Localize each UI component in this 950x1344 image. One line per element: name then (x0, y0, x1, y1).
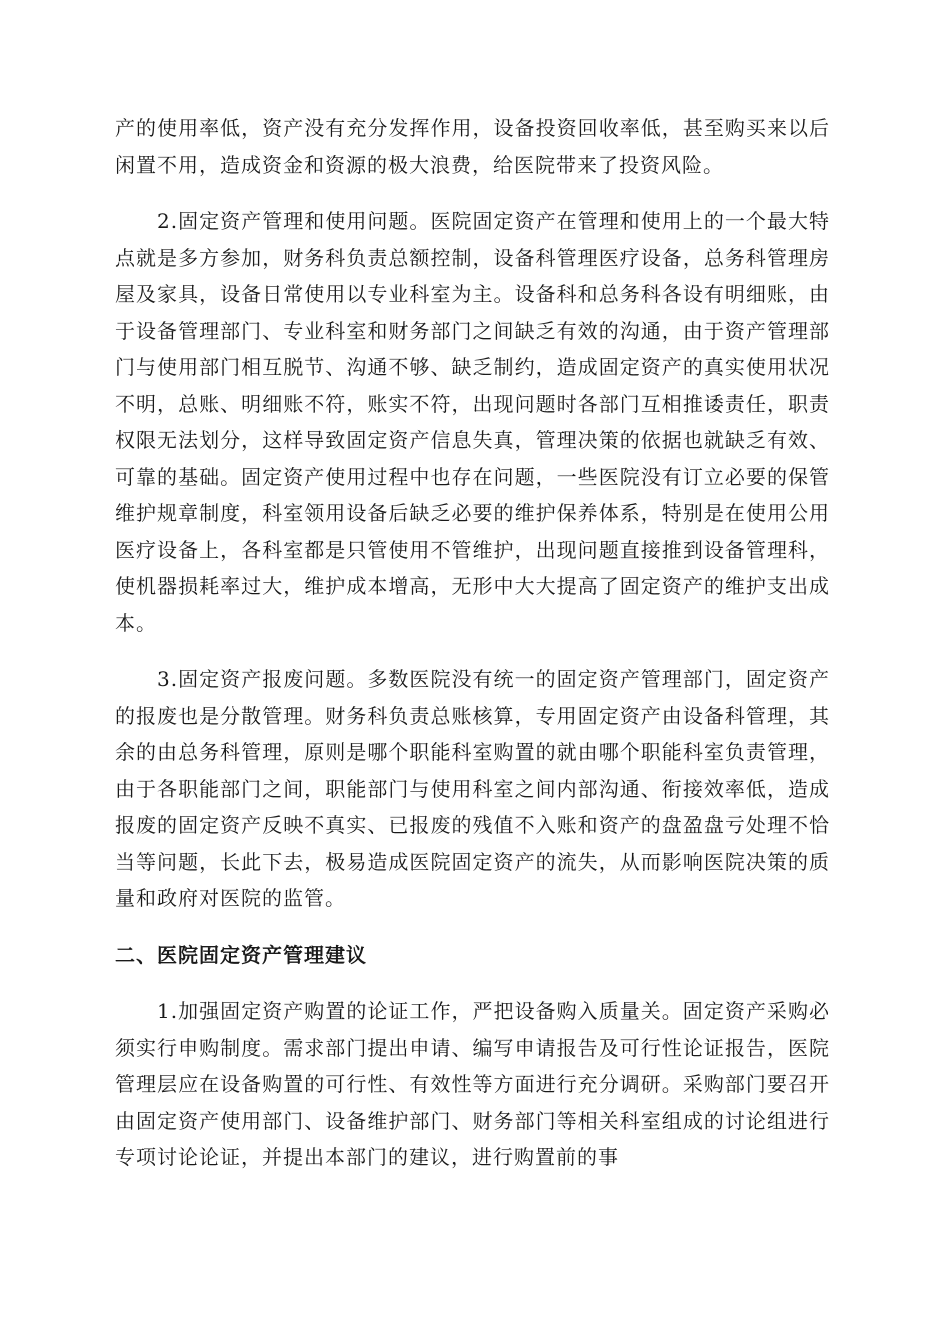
paragraph-continuation: 产的使用率低，资产没有充分发挥作用，设备投资回收率低，甚至购买来以后闲置不用，造成资金和资源的极大浪费，给医院带来了投资风险。 (115, 116, 830, 177)
paragraph-disposal-issues: 3.固定资产报废问题。多数医院没有统一的固定资产管理部门，固定资产的报废也是分散管理。财务科负责总账核算，专用固定资产由设备科管理，其余的由总务科管理，原则是哪个职能科室购置的就由哪个职能科室负责管理，由于各职能部门之间，职能部门与使用科室之间内部沟通、衔接效率低，造成报废的固定资产反映不真实、已报废的残值不入账和资产的盘盈盘亏处理不恰当等问题，长此下去，极易造成医院固定资产的流失，从而影响医院决策的质量和政府对医院的监管。 (115, 667, 830, 910)
section-heading: 二、医院固定资产管理建议 (115, 942, 367, 967)
document-page (115, 110, 830, 1196)
paragraph-management-and-usage: 2.固定资产管理和使用问题。医院固定资产在管理和使用上的一个最大特点就是多方参加，财务科负责总额控制，设备科管理医疗设备，总务科管理房屋及家具，设备日常使用以专业科室为主。设备科和总务科各设有明细账，由于设备管理部门、专业科室和财务部门之间缺乏有效的沟通，由于资产管理部门与使用部门相互脱节、沟通不够、缺乏制约，造成固定资产的真实使用状况不明，总账、明细账不符，账实不符，出现问题时各部门互相推诿责任，职责权限无法划分，这样导致固定资产信息失真，管理决策的依据也就缺乏有效、可靠的基础。固定资产使用过程中也存在问题，一些医院没有订立必要的保管维护规章制度，科室领用设备后缺乏必要的维护保养体系，特别是在使用公用医疗设备上，各科室都是只管使用不管维护，出现问题直接推到设备管理科，使机器损耗率过大，维护成本增高，无形中大大提高了固定资产的维护支出成本。 (115, 209, 830, 635)
paragraph-procurement-review: 1.加强固定资产购置的论证工作，严把设备购入质量关。固定资产采购必须实行申购制度。需求部门提出申请、编写申请报告及可行性论证报告，医院管理层应在设备购置的可行性、有效性等方面进行充分调研。采购部门要召开由固定资产使用部门、设备维护部门、财务部门等相关科室组成的讨论组进行专项讨论论证，并提出本部门的建议，进行购置前的事 (115, 999, 830, 1169)
